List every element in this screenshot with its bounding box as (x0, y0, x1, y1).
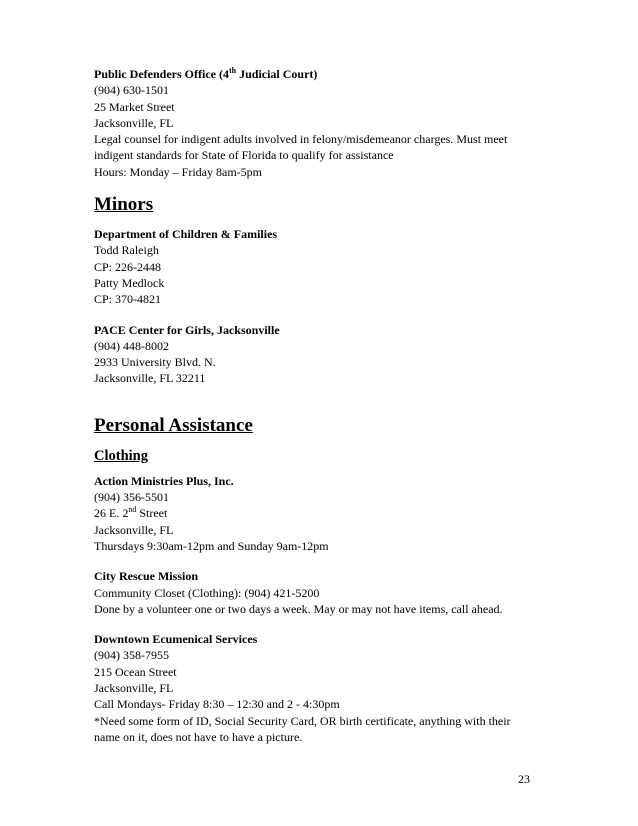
entry-line: Community Closet (Clothing): (904) 421-5200 (94, 585, 320, 600)
entry-phone: (904) 358-7955 (94, 648, 169, 663)
contact-name: Todd Raleigh (94, 243, 159, 258)
city-rescue-entry (94, 568, 534, 617)
public-defenders-entry (94, 66, 534, 180)
contact-phone: CP: 370-4821 (94, 292, 162, 307)
entry-street: 26 E. 2nd Street (94, 505, 168, 521)
entry-title: City Rescue Mission (94, 569, 198, 584)
entry-note: *Need some form of ID, Social Security Card, OR birth certificate, anything with their name on it, does not have to have a picture. (94, 713, 511, 744)
entry-hours: Thursdays 9:30am-12pm and Sunday 9am-12pm (94, 538, 329, 553)
entry-phone: (904) 356-5501 (94, 490, 169, 505)
page-number: 23 (518, 772, 530, 786)
entry-street: 2933 University Blvd. N. (94, 355, 216, 370)
entry-street: 25 Market Street (94, 99, 175, 114)
entry-city: Jacksonville, FL (94, 522, 174, 537)
section-heading-personal-assistance: Personal Assistance (94, 414, 253, 436)
entry-street: 215 Ocean Street (94, 664, 177, 679)
pace-entry (94, 322, 534, 387)
entry-phone: (904) 448-8002 (94, 338, 169, 353)
entry-line: Done by a volunteer one or two days a week. May or may not have items, call ahead. (94, 601, 503, 616)
section-heading-minors: Minors (94, 194, 154, 216)
entry-title: Downtown Ecumenical Services (94, 632, 258, 647)
document-page (94, 66, 534, 759)
downtown-ecumenical-entry (94, 631, 534, 745)
contact-name: Patty Medlock (94, 275, 165, 290)
entry-city: Jacksonville, FL 32211 (94, 371, 206, 386)
entry-title: PACE Center for Girls, Jacksonville (94, 322, 280, 337)
entry-hours: Hours: Monday – Friday 8am-5pm (94, 164, 262, 179)
contact-phone: CP: 226-2448 (94, 259, 162, 274)
action-ministries-entry (94, 473, 534, 554)
entry-title: Public Defenders Office (4th Judicial Court) (94, 66, 318, 81)
entry-description: Legal counsel for indigent adults involved in felony/misdemeanor charges. Must meet indigent standards for State of Florida to qualify for assistance (94, 132, 508, 163)
dcf-entry (94, 226, 534, 307)
entry-title: Department of Children & Families (94, 227, 278, 242)
entry-title: Action Ministries Plus, Inc. (94, 473, 234, 488)
subsection-heading-clothing: Clothing (94, 447, 148, 464)
entry-phone: (904) 630-1501 (94, 83, 169, 98)
entry-hours: Call Mondays- Friday 8:30 – 12:30 and 2 - 4:30pm (94, 697, 340, 712)
entry-city: Jacksonville, FL (94, 115, 174, 130)
entry-city: Jacksonville, FL (94, 681, 174, 696)
